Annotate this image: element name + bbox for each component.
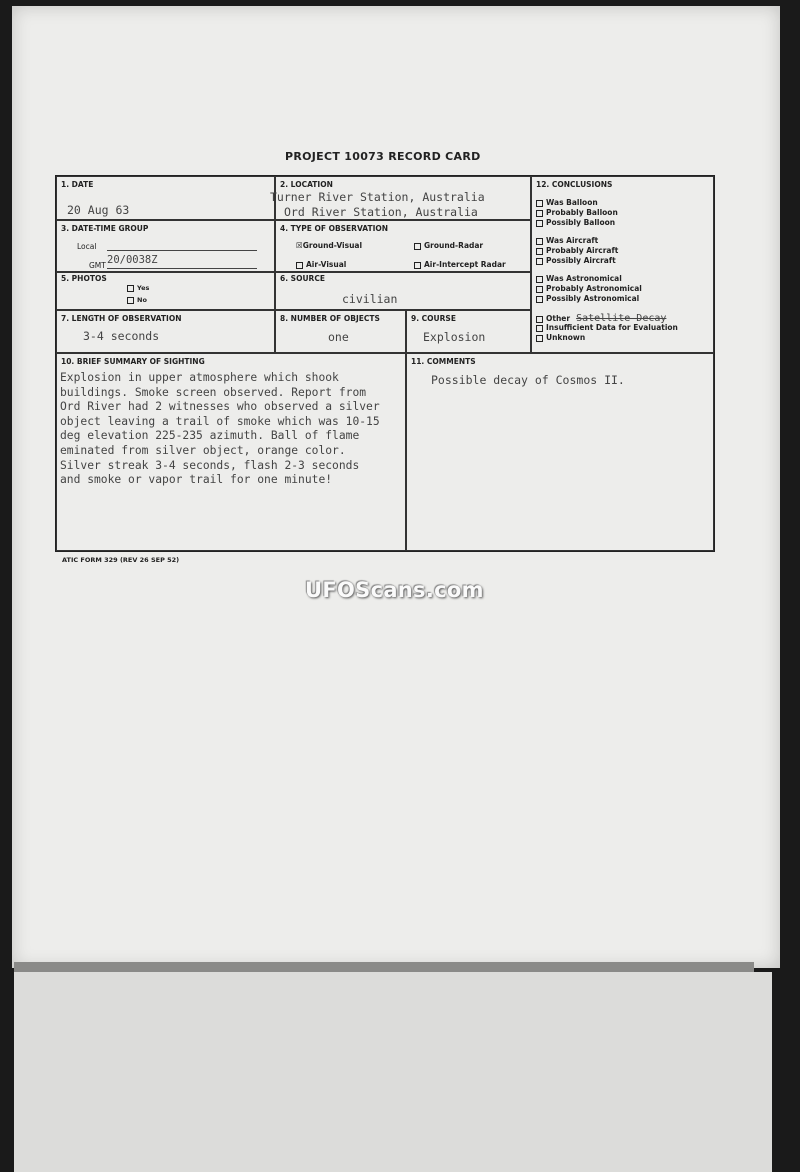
summary-line: object leaving a trail of smoke which was 10-15 — [60, 414, 380, 428]
checked-box-icon: ☒ — [296, 241, 303, 250]
record-card — [55, 175, 715, 552]
objects-cell — [275, 310, 406, 353]
page-edge — [14, 962, 754, 972]
checkbox-icon — [536, 200, 543, 207]
local-line — [107, 250, 257, 251]
checkbox-icon — [296, 262, 303, 269]
photos-cell — [56, 272, 275, 310]
gmt-line — [107, 268, 257, 269]
conclusion-item: Possibly Balloon — [546, 218, 616, 227]
location-line1: Turner River Station, Australia — [270, 190, 485, 204]
card-title: PROJECT 10073 RECORD CARD — [285, 150, 481, 163]
observation-type-label: 4. TYPE OF OBSERVATION — [280, 224, 389, 233]
conclusions-label: 12. CONCLUSIONS — [536, 180, 613, 189]
summary-line: Explosion in upper atmosphere which shook — [60, 371, 339, 384]
length-value: 3-4 seconds — [83, 329, 160, 343]
ground-radar-option: Ground-Radar — [424, 241, 484, 250]
objects-label: 8. NUMBER OF OBJECTS — [280, 314, 380, 323]
location-cell — [270, 176, 531, 220]
conclusion-item: Probably Aircraft — [546, 246, 619, 255]
conclusion-item: Possibly Astronomical — [546, 294, 640, 303]
photos-no-option: No — [137, 296, 147, 304]
checkbox-icon — [536, 335, 543, 342]
checkbox-icon — [414, 243, 421, 250]
comments-cell — [406, 353, 714, 551]
checkbox-icon — [536, 248, 543, 255]
checkbox-icon — [536, 325, 543, 332]
datetime-cell — [56, 220, 275, 272]
checkbox-icon — [127, 297, 134, 304]
summary-line: Silver streak 3-4 seconds, flash 2-3 seconds — [60, 458, 360, 472]
checkbox-icon — [536, 286, 543, 293]
conclusion-item: Probably Astronomical — [546, 284, 642, 293]
conclusion-item: Unknown — [546, 333, 586, 342]
source-cell — [275, 272, 531, 310]
conclusion-item: Other — [546, 314, 571, 323]
comments-label: 11. COMMENTS — [411, 357, 476, 366]
date-cell — [56, 176, 275, 220]
air-intercept-radar-option: Air-Intercept Radar — [424, 260, 506, 269]
summary-line: deg elevation 225-235 azimuth. Ball of flame — [60, 429, 360, 443]
length-cell — [56, 310, 275, 353]
source-label: 6. SOURCE — [280, 274, 325, 283]
conclusion-item: Insufficient Data for Evaluation — [546, 323, 678, 332]
checkbox-icon — [414, 262, 421, 269]
summary-label: 10. BRIEF SUMMARY OF SIGHTING — [61, 357, 205, 366]
ground-visual-option: Ground-Visual — [302, 241, 363, 250]
summary-line: buildings. Smoke screen observed. Report from — [60, 385, 367, 399]
summary-line: eminated from silver object, orange color. — [60, 443, 346, 457]
conclusions-cell — [531, 176, 714, 353]
checkbox-icon — [536, 258, 543, 265]
conclusion-item: Was Balloon — [546, 198, 598, 207]
checkbox-icon — [536, 210, 543, 217]
local-label: Local — [77, 242, 97, 251]
gmt-label: GMT — [89, 261, 106, 270]
course-label: 9. COURSE — [411, 314, 456, 323]
summary-line: Ord River had 2 witnesses who observed a silver — [60, 400, 380, 414]
length-label: 7. LENGTH OF OBSERVATION — [61, 314, 182, 323]
checkbox-icon — [536, 238, 543, 245]
date-label: 1. DATE — [61, 180, 94, 189]
conclusion-item: Probably Balloon — [546, 208, 618, 217]
air-visual-option: Air-Visual — [306, 260, 347, 269]
location-line2: Ord River Station, Australia — [284, 205, 478, 219]
checkbox-icon — [127, 285, 134, 292]
checkbox-icon — [536, 296, 543, 303]
checkbox-icon — [536, 220, 543, 227]
lower-page — [14, 972, 772, 1172]
datetime-label: 3. DATE-TIME GROUP — [61, 224, 149, 233]
summary-text — [60, 371, 412, 488]
summary-line: and smoke or vapor trail for one minute! — [60, 473, 333, 487]
checkbox-icon — [536, 276, 543, 283]
photos-yes-option: Yes — [137, 284, 150, 292]
source-value: civilian — [342, 292, 398, 306]
other-conclusion-value: Satellite Decay — [576, 313, 667, 324]
watermark: UFOScans.com — [305, 578, 484, 602]
gmt-value: 20/0038Z — [107, 254, 158, 266]
conclusion-item: Possibly Aircraft — [546, 256, 616, 265]
conclusion-item: Was Aircraft — [546, 236, 599, 245]
conclusion-item: Was Astronomical — [546, 274, 622, 283]
objects-value: one — [328, 330, 349, 344]
form-number: ATIC FORM 329 (REV 26 SEP 52) — [62, 556, 180, 564]
photos-label: 5. PHOTOS — [61, 274, 107, 283]
date-value: 20 Aug 63 — [67, 203, 130, 217]
observation-type-cell — [275, 220, 531, 272]
course-value: Explosion — [423, 330, 486, 344]
course-cell — [406, 310, 531, 353]
location-label: 2. LOCATION — [280, 180, 333, 189]
comments-value: Possible decay of Cosmos II. — [431, 373, 625, 387]
checkbox-icon — [536, 316, 543, 323]
